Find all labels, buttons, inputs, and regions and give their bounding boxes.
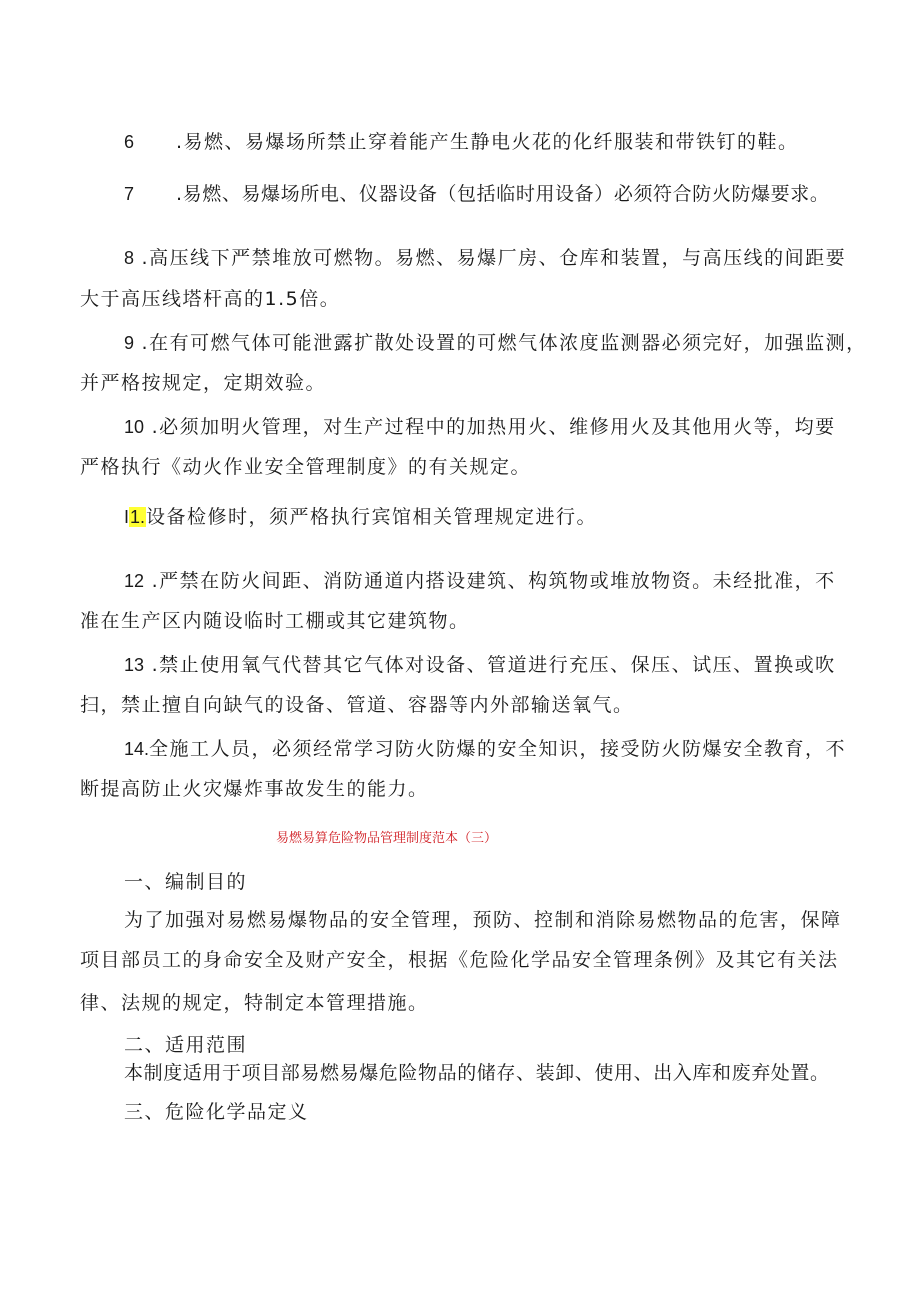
item-text: .禁止使用氧气代替其它气体对设备、管道进行充压、保压、试压、置换或吹 — [144, 654, 836, 676]
item-number: 6 — [124, 132, 135, 152]
item-number: 14. — [124, 739, 150, 759]
item-text-continued: 大于高压线塔杆高的1.5倍。 — [80, 288, 341, 310]
list-item-6 — [124, 129, 799, 155]
item-number: 9 — [124, 333, 135, 353]
item-text: .必须加明火管理，对生产过程中的加热用火、维修用火及其他用火等，均要 — [144, 416, 836, 438]
list-item-13-line1 — [124, 652, 836, 678]
item-text: .严禁在防火间距、消防通道内搭设建筑、构筑物或堆放物资。未经批准，不 — [144, 570, 836, 592]
list-item-11 — [124, 504, 597, 530]
purpose-heading: 一、编制目的 — [124, 871, 248, 893]
scope-heading: 二、适用范围 — [124, 1034, 248, 1056]
item-text: 全施工人员，必须经常学习防火防爆的安全知识，接受防火防爆安全教育，不 — [149, 738, 847, 760]
list-item-9-line1 — [124, 330, 867, 356]
section-title: 易燃易算危险物品管理制度范本（三） — [276, 831, 498, 846]
item-text: .易燃、易爆场所禁止穿着能产生静电火花的化纤服装和带铁钉的鞋。 — [176, 131, 799, 153]
item-text-continued: 严格执行《动火作业安全管理制度》的有关规定。 — [80, 456, 532, 478]
item-text-continued: 扫，禁止擅自向缺气的设备、管道、容器等内外部输送氧气。 — [80, 694, 634, 716]
list-item-14-line1 — [124, 736, 846, 762]
highlighted-number: 1. — [130, 507, 146, 527]
item-text-continued: 准在生产区内随设临时工棚或其它建筑物。 — [80, 610, 470, 632]
purpose-paragraph-line2: 项目部员工的身命安全及财产安全，根据《危险化学品安全管理条例》及其它有关法 — [80, 949, 839, 971]
item-text-continued: 并严格按规定，定期效验。 — [80, 372, 327, 394]
item-text: .在有可燃气体可能泄露扩散处设置的可燃气体浓度监测器必须完好，加强监测， — [134, 332, 867, 354]
purpose-paragraph-line3: 律、法规的规定，特制定本管理措施。 — [80, 992, 429, 1014]
list-item-12-line1 — [124, 568, 836, 594]
definition-heading: 三、危险化学品定义 — [124, 1101, 309, 1123]
item-number-prefix: I — [124, 507, 130, 527]
list-item-7 — [124, 181, 829, 207]
item-text: .高压线下严禁堆放可燃物。易燃、易爆厂房、仓库和装置，与高压线的间距要 — [134, 247, 847, 269]
item-number: 12 — [124, 571, 145, 591]
item-number: 10 — [124, 417, 145, 437]
list-item-8-line1 — [124, 245, 846, 271]
list-item-14-line2 — [80, 776, 429, 802]
list-item-10-line2 — [80, 454, 531, 480]
item-number: 7 — [124, 184, 135, 204]
item-text: 设备检修时，须严格执行宾馆相关管理规定进行。 — [146, 506, 598, 528]
list-item-8-line2 — [80, 286, 340, 312]
item-number: 13 — [124, 655, 145, 675]
list-item-13-line2 — [80, 692, 634, 718]
item-number: 8 — [124, 248, 135, 268]
purpose-paragraph-line1: 为了加强对易燃易爆物品的安全管理，预防、控制和消除易燃物品的危害，保障 — [124, 909, 842, 931]
scope-paragraph: 本制度适用于项目部易燃易爆危险物品的储存、装卸、使用、出入库和废弃处置。 — [124, 1062, 830, 1084]
item-text-continued: 断提高防止火灾爆炸事故发生的能力。 — [80, 778, 429, 800]
item-text: .易燃、易爆场所电、仪器设备（包括临时用设备）必须符合防火防爆要求。 — [176, 183, 830, 205]
list-item-9-line2 — [80, 370, 326, 396]
list-item-12-line2 — [80, 608, 470, 634]
list-item-10-line1 — [124, 414, 836, 440]
